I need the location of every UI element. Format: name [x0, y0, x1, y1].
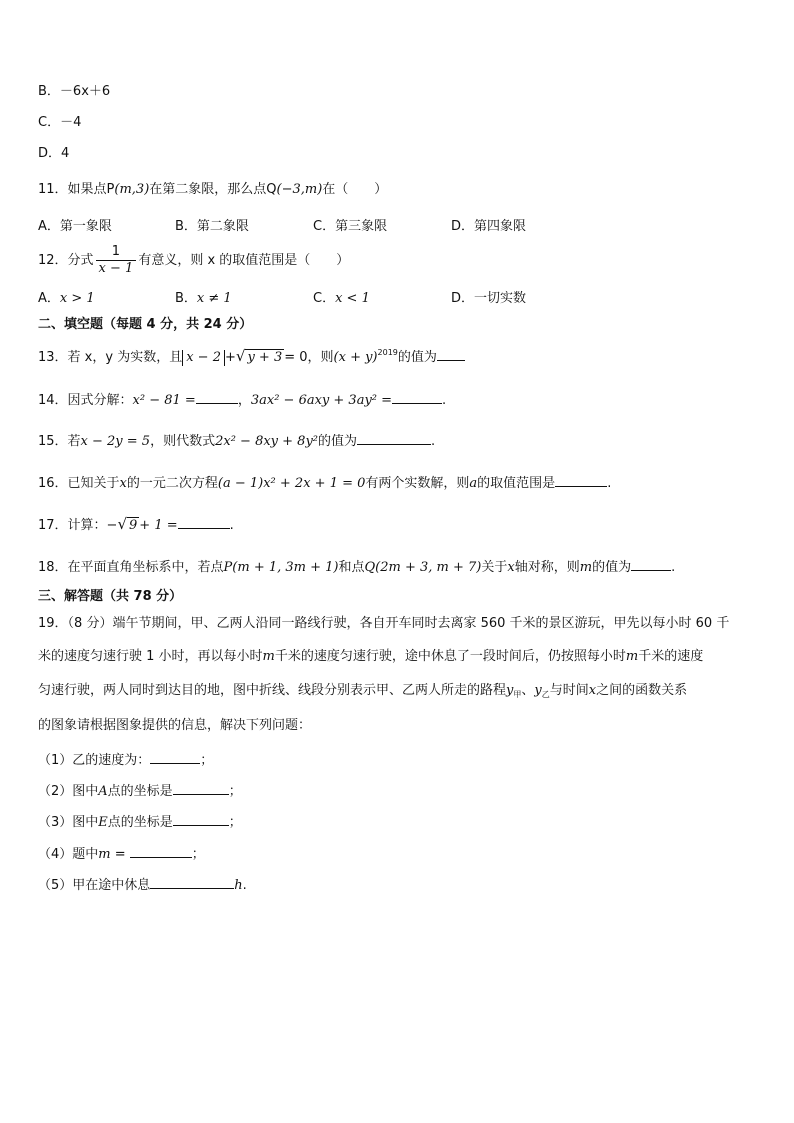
- q19-part-2: [38, 780, 242, 801]
- q11-middle: 在第二象限，那么点: [149, 182, 267, 197]
- q18-prefix: 18．在平面直角坐标系中，若点: [38, 560, 224, 575]
- q19-part-4: [38, 843, 205, 864]
- q11-option-c: C．第三象限: [313, 219, 388, 234]
- q11-suffix: 在（ ）: [322, 182, 388, 197]
- q14-prefix: 14．因式分解：: [38, 393, 133, 408]
- q18-axis: x: [507, 560, 515, 575]
- q19-part-1: [38, 749, 213, 770]
- q13-abs-expr: x − 2: [182, 350, 225, 366]
- q12-option-b: [175, 290, 232, 308]
- q12-option-a-label: A．: [38, 291, 60, 306]
- q18-var: m: [579, 560, 593, 575]
- q13-eq: = 0: [284, 350, 308, 365]
- q13-prefix: 13．若 x，y 为实数，且: [38, 350, 183, 365]
- question-13: [38, 346, 465, 367]
- q17-rest: + 1 =: [139, 518, 178, 533]
- q16-answer-blank: [555, 472, 607, 487]
- q19-sub-yi: 乙: [541, 690, 550, 699]
- q16-var: x: [119, 476, 127, 491]
- q11-q-coords: (−3,m): [276, 182, 323, 197]
- q19-line-1: 19．（8 分）端午节期间，甲、乙两人沿同一路线行驶，各自开车同时去离家 560 千米的景区游玩，甲先以每小时 60 千: [38, 616, 730, 631]
- q14-expr1: x² − 81 =: [132, 393, 196, 408]
- q19-line-3c: 之间的函数关系: [596, 683, 688, 698]
- q11-p-coords: (m,3): [114, 182, 150, 197]
- q16-prefix: 16．已知关于: [38, 476, 120, 491]
- section-2-heading: 二、填空题（每题 4 分，共 24 分）: [38, 317, 253, 332]
- sqrt-icon: √: [235, 347, 246, 365]
- q19-part-1-blank: [150, 749, 200, 764]
- q12-option-c-label: C．: [313, 291, 336, 306]
- q19-part-3-label: （3）图中: [38, 815, 99, 830]
- q18-end: .: [671, 560, 676, 575]
- q19-part-2-label: （2）图中: [38, 784, 99, 799]
- q17-prefix: 17．计算：: [38, 518, 107, 533]
- q18-answer-blank: [631, 556, 671, 571]
- q19-y-yi: y: [534, 683, 542, 698]
- q19-part-2-after: 点的坐标是: [107, 784, 173, 799]
- q13-suffix: 的值为: [397, 350, 437, 365]
- q19-line-2a: 米的速度匀速行驶 1 小时，再以每小时: [38, 649, 263, 664]
- q19-part-5-label: （5）甲在途中休息: [38, 878, 151, 893]
- q19-part-4-label: （4）题中: [38, 847, 99, 862]
- q19-part-5: [38, 874, 247, 895]
- q15-suffix: 的值为: [318, 434, 358, 449]
- question-15: [38, 430, 435, 451]
- q19-part-4-end: ；: [191, 847, 205, 862]
- q12-option-c: [313, 290, 370, 308]
- q19-part-3-after: 点的坐标是: [107, 815, 173, 830]
- q10-option-d: D．4: [38, 146, 70, 161]
- q19-part-2-end: ；: [228, 784, 242, 799]
- q16-suffix: 的取值范围是: [477, 476, 556, 491]
- q13-sqrt-expr: y + 3: [247, 350, 283, 365]
- q16-mid: 的一元二次方程: [126, 476, 218, 491]
- q14-sep: ，: [237, 393, 251, 408]
- q12-option-b-math: x ≠ 1: [196, 291, 232, 306]
- q19-part-3: [38, 811, 242, 832]
- q12-fraction: [96, 244, 137, 277]
- q15-cond: x − 2y = 5: [80, 434, 151, 449]
- q16-end: .: [607, 476, 612, 491]
- q15-end: .: [431, 434, 436, 449]
- sqrt-icon: √: [117, 515, 128, 533]
- q11-option-d: D．第四象限: [451, 219, 527, 234]
- q19-part-4-blank: [130, 843, 192, 858]
- q11-point-q: Q: [266, 182, 277, 197]
- question-18: [38, 556, 675, 577]
- q19-part-1-end: ；: [200, 753, 214, 768]
- q19-part-5-blank: [150, 874, 234, 889]
- q16-mid2: 有两个实数解，则: [365, 476, 470, 491]
- q12-numerator: 1: [96, 244, 137, 261]
- q15-expr: 2x² − 8xy + 8y²: [215, 434, 319, 449]
- q19-part-4-var: m: [98, 847, 111, 862]
- q13-plus: +: [224, 350, 236, 365]
- q17-answer-blank: [178, 514, 230, 529]
- q14-blank-2: [392, 389, 442, 404]
- q19-var-m: m: [262, 649, 275, 664]
- q19-line-2: [38, 648, 703, 666]
- q19-y-jia: y: [506, 683, 514, 698]
- q12-option-d: D．一切实数: [451, 291, 527, 306]
- q10-option-c: C．－4: [38, 115, 82, 130]
- q16-var2: a: [469, 476, 478, 491]
- q19-part-2-point: A: [98, 784, 108, 799]
- q19-line-4: 的图象请根据图象提供的信息，解决下列问题：: [38, 718, 312, 733]
- q19-line-3b: 与时间: [549, 683, 589, 698]
- q15-answer-blank: [357, 430, 431, 445]
- q19-part-5-unit: h: [234, 878, 243, 893]
- q15-prefix: 15．若: [38, 434, 81, 449]
- q18-suffix: 的值为: [592, 560, 632, 575]
- q11-prefix: 11．如果点: [38, 182, 107, 197]
- q17-end: .: [229, 518, 234, 533]
- q18-point-p: P(m + 1, 3m + 1): [223, 560, 339, 575]
- q12-option-a: [38, 290, 95, 308]
- q13-mid: ，则: [307, 350, 334, 365]
- q19-part-5-end: .: [242, 878, 247, 893]
- q13-power-base: (x + y): [333, 350, 378, 365]
- q10-option-b: B．－6x＋6: [38, 84, 111, 99]
- q15-mid: ，则代数式: [150, 434, 216, 449]
- q12-option-b-label: B．: [175, 291, 197, 306]
- q11-point-p: P: [106, 182, 115, 197]
- q11-option-b: B．第二象限: [175, 219, 249, 234]
- q12-suffix: 有意义，则 x 的取值范围是（ ）: [138, 253, 350, 268]
- q19-part-3-point: E: [98, 815, 108, 830]
- q12-option-a-math: x > 1: [59, 291, 95, 306]
- q11-option-a: A．第一象限: [38, 219, 112, 234]
- q19-line-2b: 千米的速度匀速行驶，途中休息了一段时间后，仍按照每小时: [274, 649, 626, 664]
- q12-option-c-math: x < 1: [335, 291, 370, 306]
- q18-point-q: Q(2m + 3, m + 7): [364, 560, 482, 575]
- q19-part-3-blank: [173, 811, 229, 826]
- q19-line-3a: 匀速行驶，两人同时到达目的地，图中折线、线段分别表示甲、乙两人所走的路程: [38, 683, 507, 698]
- q13-exponent: 2019: [377, 348, 398, 357]
- q18-mid: 和点: [338, 560, 365, 575]
- q14-expr2: 3ax² − 6axy + 3ay² =: [250, 393, 393, 408]
- q19-sub-jia: 甲: [513, 690, 522, 699]
- q19-comma: 、: [521, 683, 535, 698]
- q16-eq: (a − 1)x² + 2x + 1 = 0: [217, 476, 366, 491]
- q19-line-3: [38, 682, 687, 700]
- q19-part-1-label: （1）乙的速度为：: [38, 753, 151, 768]
- section-3-heading: 三、解答题（共 78 分）: [38, 589, 183, 604]
- q19-var-m-2: m: [625, 649, 639, 664]
- question-14: [38, 389, 446, 410]
- q12-prefix: 12．分式: [38, 253, 94, 268]
- q18-mid3: 轴对称，则: [514, 560, 580, 575]
- question-16: [38, 472, 611, 493]
- q13-answer-blank: [437, 346, 465, 361]
- q17-sqrt-arg: 9: [129, 518, 138, 533]
- question-12: [38, 244, 349, 278]
- q14-end: .: [442, 393, 447, 408]
- q19-part-4-after: =: [110, 847, 130, 862]
- q19-part-3-end: ；: [228, 815, 242, 830]
- q12-denominator: x − 1: [98, 261, 134, 276]
- q14-blank-1: [196, 389, 238, 404]
- q18-mid2: 关于: [481, 560, 508, 575]
- q19-var-x: x: [588, 683, 597, 698]
- q19-part-2-blank: [173, 780, 229, 795]
- question-11: [38, 181, 387, 199]
- q19-line-2c: 千米的速度: [638, 649, 704, 664]
- question-17: [38, 514, 234, 535]
- q17-neg: −: [106, 518, 118, 533]
